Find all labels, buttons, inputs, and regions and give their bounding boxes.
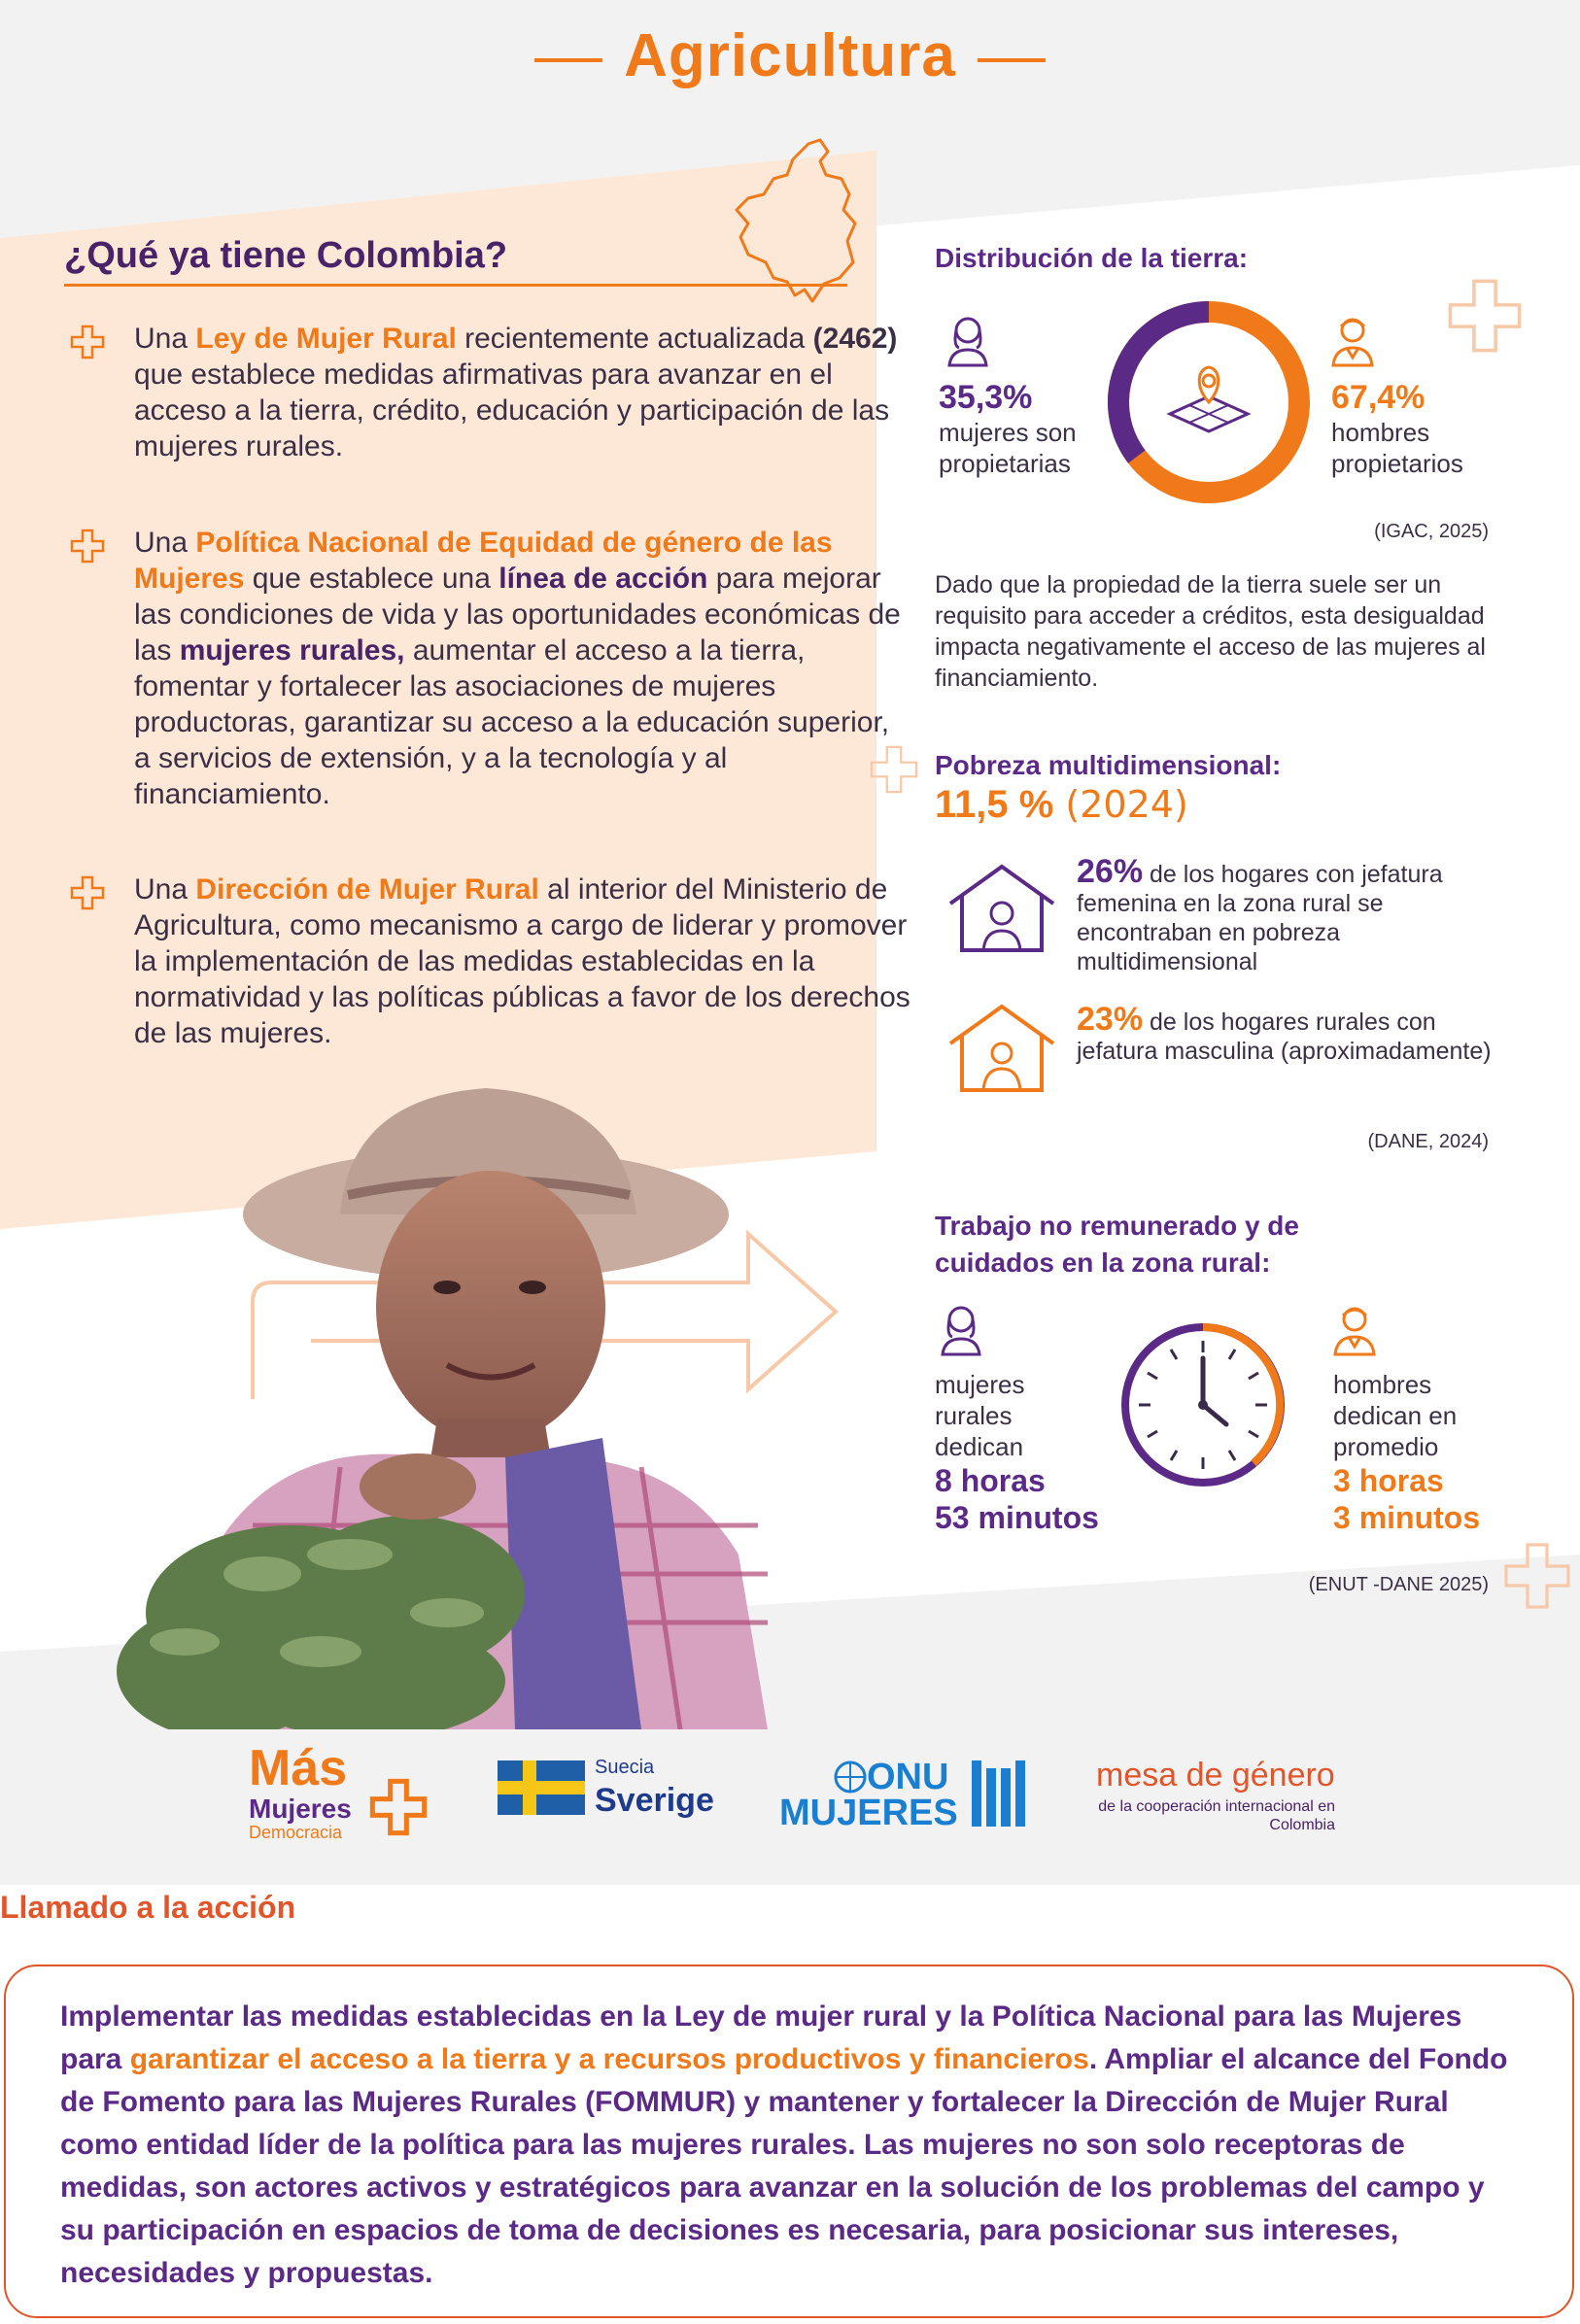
poverty-female-item: 26% de los hogares con jefatura femenina en la zona rural se encontraban en pobreza multidimensional [1077, 853, 1443, 975]
logo-onu-label: ONU [867, 1757, 949, 1797]
care-men-l2: dedican en [1333, 1401, 1458, 1430]
land-note: Dado que la propiedad de la tierra suele ser un requisito para acceder a créditos, esta desigualdad impacta negativamente el acceso de las mujeres al financiamiento. [935, 571, 1486, 692]
poverty-source: (DANE, 2024) [1367, 1131, 1489, 1152]
plus-outline-icon [70, 325, 105, 359]
poverty-value: 11,5 % (2024) [935, 783, 1188, 826]
men-owners-label-2: propietarios [1331, 449, 1463, 478]
plus-outline-icon [869, 731, 919, 808]
logo-sverige-label: Sverige [595, 1782, 714, 1819]
title-dash-left [534, 58, 602, 62]
care-men-l1: hombres [1333, 1370, 1432, 1399]
care-women-l3: dedican [935, 1432, 1024, 1461]
title-text: Agricultura [624, 22, 956, 89]
men-owners-pct: 67,4% [1331, 379, 1425, 416]
house-man-icon [945, 1001, 1059, 1094]
cta-text: Implementar las medidas establecidas en la Ley de mujer rural y la Política Nacional para las Mujeres para garantizar el acceso a la tierra y a recursos productivos y financieros. Ampliar el alcance del Fondo de Fomento para las Mujeres Rurales (FOMMUR) y mantener y fortalecer la Dirección de Mujer Rural como entidad líder de la política para las mujeres rurales. Las mujeres no son solo receptoras de medidas, son actores activos y estratégicos para avanzar en la solución de los problemas del campo y su participación en espacios de toma de decisiones es necesaria, para posicionar sus intereses, necesidades y propuestas. [60, 2000, 1508, 2289]
care-heading-2: cuidados en la zona rural: [935, 1247, 1271, 1278]
page-title [0, 21, 1580, 90]
care-women-l2: rurales [935, 1401, 1013, 1430]
bullet-text: Una Dirección de Mujer Rural al interior del Ministerio de Agricultura, como mecanismo a cargo de liderar y promover la implementación de las medidas establecidas en la normatividad y las políticas públicas a favor de los derechos de las mujeres. [134, 873, 910, 1049]
logo-mas-mujeres-sub: Mujeres [249, 1794, 352, 1824]
women-owners-label-1: mujeres son [939, 418, 1077, 447]
logo-mas-mujeres-tag: Democracia [249, 1823, 343, 1842]
woman-icon [939, 1302, 983, 1356]
care-women-l1: mujeres [935, 1370, 1025, 1399]
un-women-mark-icon [972, 1760, 1026, 1827]
poverty-heading: Pobreza multidimensional: [935, 750, 1282, 780]
women-owners-label-2: propietarias [939, 449, 1071, 478]
logo-mesa-genero: mesa de género [1096, 1757, 1335, 1794]
plus-outline-icon [70, 875, 105, 910]
women-owners-pct: 35,3% [939, 379, 1033, 416]
care-heading-1: Trabajo no remunerado y de [935, 1211, 1299, 1241]
care-men-l3: promedio [1333, 1432, 1439, 1461]
land-donut-chart [1106, 299, 1312, 505]
sweden-flag-icon [498, 1760, 585, 1815]
cta-heading: Llamado a la acción [0, 1890, 296, 1925]
care-women-hours: 8 horas [935, 1463, 1046, 1498]
clock-icon [1117, 1319, 1288, 1490]
title-dash-right [978, 58, 1046, 62]
land-map-icon [1170, 367, 1248, 431]
un-emblem-icon [834, 1760, 867, 1794]
care-men-minutes: 3 minutos [1333, 1500, 1481, 1535]
land-heading: Distribución de la tierra: [935, 243, 1249, 273]
bullet-direccion-mujer-rural [70, 872, 910, 1066]
logo-mesa-genero-sub: de la cooperación internacional en Colombia [1098, 1798, 1335, 1833]
plus-outline-icon [1446, 277, 1524, 355]
man-icon [1331, 1302, 1378, 1356]
plus-outline-icon [70, 529, 105, 564]
men-owners-label-1: hombres [1331, 418, 1430, 447]
logo-mas-mujeres-title: Más [249, 1740, 348, 1796]
left-heading: ¿Qué ya tiene Colombia? [64, 235, 508, 276]
bullet-politica-nacional [70, 525, 901, 855]
land-source: (IGAC, 2025) [1374, 521, 1489, 542]
donut-women-arc [1118, 312, 1209, 457]
bullet-ley-mujer-rural [70, 321, 898, 496]
plus-outline-icon [369, 1778, 428, 1836]
poverty-year: (2024) [1053, 783, 1188, 826]
bullet-text: Una Política Nacional de Equidad de género de las Mujeres que establece una línea de acción para mejorar las condiciones de vida y las oportunidades económicas de las mujeres rurales, aumentar el acceso a la tierra, fomentar y fortalecer las asociaciones de mujeres productoras, garantizar su acceso a la educación superior, a servicios de extensión, y a la tecnología y al financiamiento. [134, 527, 901, 810]
farmer-photo [97, 1069, 816, 1729]
poverty-male-item: 23% de los hogares rurales con jefatura masculina (aproximadamente) [1077, 1001, 1492, 1065]
care-men-hours: 3 horas [1333, 1463, 1444, 1498]
heading-rule [64, 284, 847, 287]
plus-outline-icon [1502, 1537, 1572, 1615]
logo-suecia-label: Suecia [595, 1757, 655, 1778]
logo-mujeres-label: MUJERES [779, 1793, 958, 1833]
man-icon [1329, 313, 1376, 367]
care-women-minutes: 53 minutos [935, 1500, 1099, 1535]
care-source: (ENUT -DANE 2025) [1308, 1574, 1489, 1595]
bullet-text: Una Ley de Mujer Rural recientemente actualizada (2462) que establece medidas afirmativas para avanzar en el acceso a la tierra, crédito, educación y participación de las mujeres rurales. [134, 323, 898, 462]
woman-icon [945, 313, 990, 367]
house-woman-icon [945, 861, 1059, 954]
